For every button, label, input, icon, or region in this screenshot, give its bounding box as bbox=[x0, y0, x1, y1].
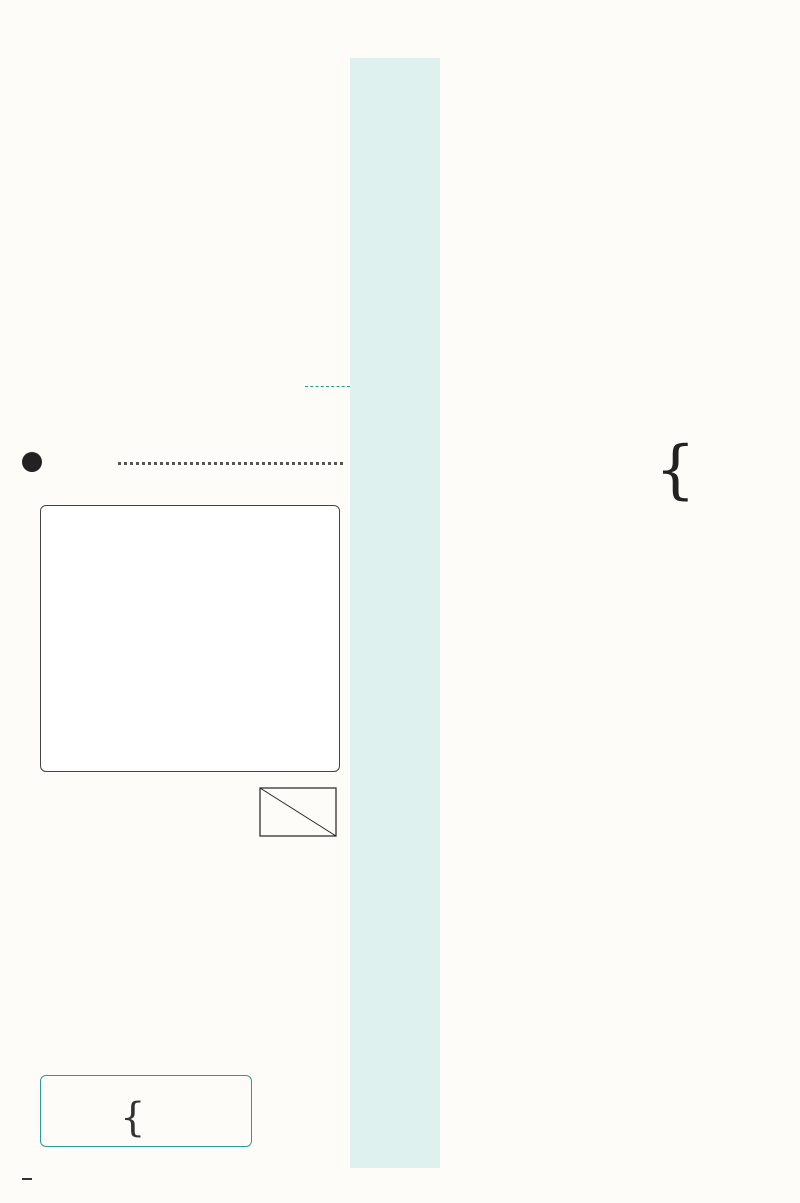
section-divider bbox=[118, 462, 343, 465]
note-connector bbox=[305, 386, 350, 387]
section-icon bbox=[22, 452, 42, 472]
q7-header bbox=[455, 706, 785, 731]
think-box bbox=[40, 1075, 252, 1147]
section-header bbox=[22, 452, 48, 472]
brace-icon: { bbox=[120, 1095, 146, 1141]
sidebar-notes bbox=[350, 58, 440, 1168]
rectangle-diagram bbox=[248, 782, 348, 842]
q1-options-box bbox=[40, 505, 340, 772]
brace-icon: { bbox=[655, 433, 696, 507]
page-number bbox=[22, 1178, 32, 1180]
